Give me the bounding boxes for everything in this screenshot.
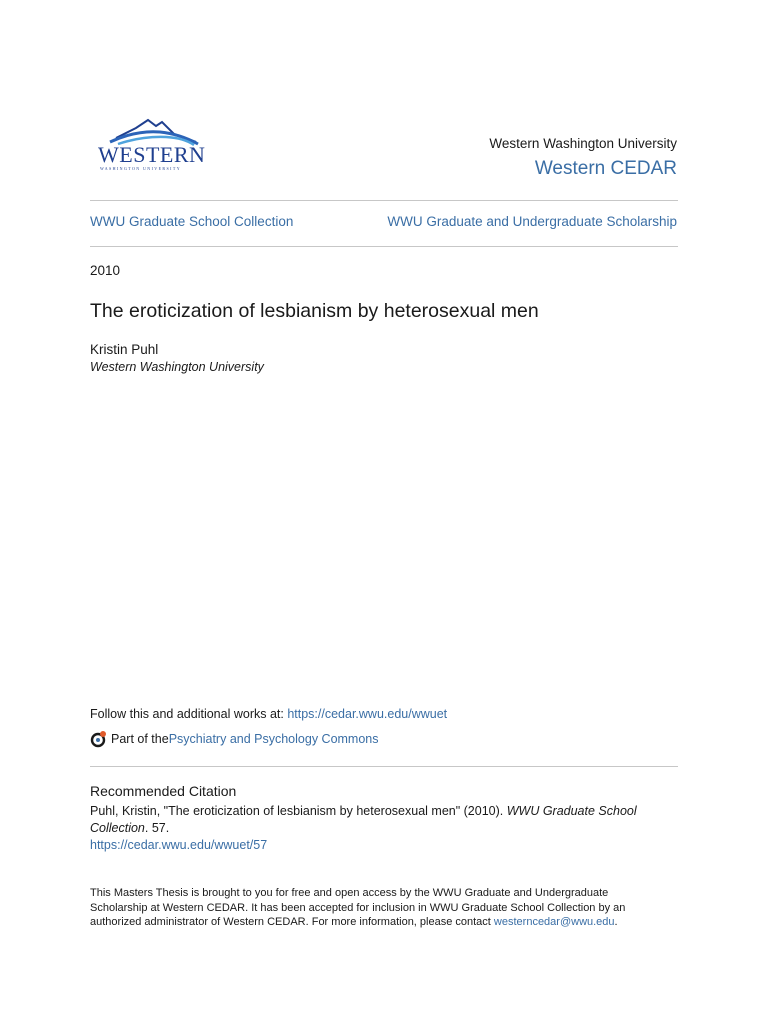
scholarship-link[interactable]: WWU Graduate and Undergraduate Scholarship bbox=[387, 214, 677, 229]
citation-heading: Recommended Citation bbox=[90, 783, 237, 799]
author-affiliation: Western Washington University bbox=[90, 360, 264, 374]
divider bbox=[90, 766, 678, 767]
footer-end: . bbox=[614, 916, 618, 929]
network-commons-icon bbox=[90, 730, 108, 748]
logo-wordmark: WESTERN bbox=[98, 142, 206, 167]
repository-link[interactable]: Western CEDAR bbox=[534, 158, 677, 179]
citation-text bbox=[90, 803, 678, 837]
commons-link[interactable]: Psychiatry and Psychology Commons bbox=[168, 732, 379, 746]
citation-link[interactable]: https://cedar.wwu.edu/wwuet/57 bbox=[90, 838, 268, 852]
follow-link[interactable]: https://cedar.wwu.edu/wwuet bbox=[287, 707, 448, 721]
author-name: Kristin Puhl bbox=[90, 342, 159, 357]
logo-subtext: WASHINGTON UNIVERSITY bbox=[100, 166, 181, 171]
footer-notice bbox=[90, 886, 650, 930]
citation-collection: WWU Graduate School Collection bbox=[90, 804, 637, 835]
footer-text: This Masters Thesis is brought to you for free and open access by the WWU Graduate and Undergraduate Scholarship at Western CEDAR. It has been accepted for inclusion in WWU Graduate School Collection by an authorized administrator of Western CEDAR. For more information, please contact bbox=[90, 887, 626, 929]
follow-prefix: Follow this and additional works at: bbox=[90, 707, 288, 721]
publication-year: 2010 bbox=[90, 263, 121, 278]
collection-link[interactable]: WWU Graduate School Collection bbox=[90, 214, 294, 229]
follow-line bbox=[90, 707, 447, 721]
part-of-line bbox=[90, 730, 379, 748]
citation-plain: Puhl, Kristin, "The eroticization of lesbianism by heterosexual men" (2010). bbox=[90, 804, 507, 818]
divider bbox=[90, 246, 678, 247]
work-title: The eroticization of lesbianism by heterosexual men bbox=[90, 300, 539, 322]
contact-email-link[interactable]: westerncedar@wwu.edu bbox=[493, 916, 615, 929]
citation-suffix: . 57. bbox=[144, 821, 170, 835]
western-logo[interactable] bbox=[96, 116, 204, 176]
institution-name: Western Washington University bbox=[489, 136, 677, 151]
divider bbox=[90, 200, 678, 201]
part-of-prefix: Part of the bbox=[111, 732, 169, 746]
